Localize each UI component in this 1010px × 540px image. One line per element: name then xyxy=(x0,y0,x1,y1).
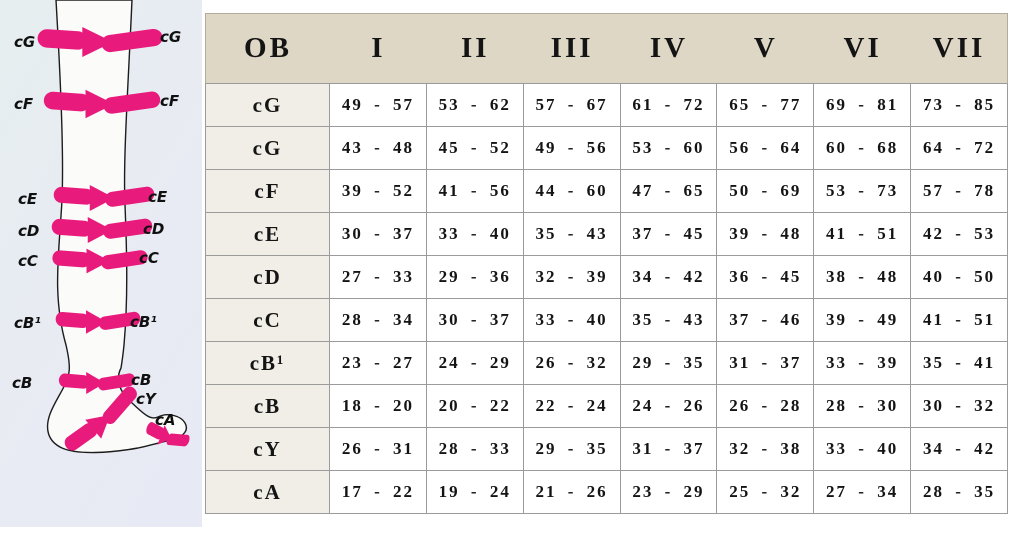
band-label-cd-right: cD xyxy=(143,220,165,238)
size-range-cell: 43 - 48 xyxy=(330,127,427,170)
size-range-cell: 18 - 20 xyxy=(330,385,427,428)
size-range-cell: 40 - 50 xyxy=(911,256,1008,299)
size-range-cell: 41 - 51 xyxy=(911,299,1008,342)
size-range-cell: 61 - 72 xyxy=(621,84,718,127)
row-label: cE xyxy=(205,213,330,256)
band-label-cc-right: cC xyxy=(139,249,159,267)
table-row xyxy=(205,127,1008,170)
size-range-cell: 41 - 51 xyxy=(814,213,911,256)
row-label: cB¹ xyxy=(205,342,330,385)
size-range-cell: 34 - 42 xyxy=(621,256,718,299)
size-range-cell: 42 - 53 xyxy=(911,213,1008,256)
size-range-cell: 30 - 37 xyxy=(427,299,524,342)
size-range-cell: 27 - 33 xyxy=(330,256,427,299)
size-range-cell: 32 - 39 xyxy=(524,256,621,299)
size-range-cell: 45 - 52 xyxy=(427,127,524,170)
column-header: II xyxy=(427,13,524,84)
size-table xyxy=(205,13,1008,514)
size-range-cell: 41 - 56 xyxy=(427,170,524,213)
row-label: cB xyxy=(205,385,330,428)
row-label: cG xyxy=(205,84,330,127)
size-range-cell: 26 - 32 xyxy=(524,342,621,385)
size-range-cell: 44 - 60 xyxy=(524,170,621,213)
size-range-cell: 53 - 62 xyxy=(427,84,524,127)
size-range-cell: 64 - 72 xyxy=(911,127,1008,170)
table-row xyxy=(205,170,1008,213)
size-range-cell: 53 - 73 xyxy=(814,170,911,213)
table-row xyxy=(205,299,1008,342)
corner-header-ob: OB xyxy=(205,13,330,84)
band-label-cg-left: cG xyxy=(14,33,36,51)
size-range-cell: 37 - 45 xyxy=(621,213,718,256)
size-range-cell: 28 - 35 xyxy=(911,471,1008,514)
band-label-cb-right: cB xyxy=(131,371,152,389)
row-label: cG xyxy=(205,127,330,170)
size-range-cell: 60 - 68 xyxy=(814,127,911,170)
column-header: III xyxy=(524,13,621,84)
size-range-cell: 33 - 40 xyxy=(524,299,621,342)
column-header: V xyxy=(717,13,814,84)
column-header: IV xyxy=(621,13,718,84)
size-range-cell: 56 - 64 xyxy=(717,127,814,170)
size-range-cell: 49 - 56 xyxy=(524,127,621,170)
table-row xyxy=(205,256,1008,299)
size-range-cell: 28 - 30 xyxy=(814,385,911,428)
size-range-cell: 35 - 43 xyxy=(524,213,621,256)
row-label: cF xyxy=(205,170,330,213)
size-range-cell: 33 - 40 xyxy=(814,428,911,471)
size-range-cell: 49 - 57 xyxy=(330,84,427,127)
size-range-cell: 38 - 48 xyxy=(814,256,911,299)
size-range-cell: 21 - 26 xyxy=(524,471,621,514)
band-label-cb-left: cB xyxy=(12,374,33,392)
size-range-cell: 57 - 78 xyxy=(911,170,1008,213)
column-header: VII xyxy=(911,13,1008,84)
size-range-cell: 73 - 85 xyxy=(911,84,1008,127)
size-range-cell: 37 - 46 xyxy=(717,299,814,342)
band-label-ce-left: cE xyxy=(18,190,38,208)
size-range-cell: 25 - 32 xyxy=(717,471,814,514)
size-range-cell: 23 - 27 xyxy=(330,342,427,385)
column-header: VI xyxy=(814,13,911,84)
size-range-cell: 39 - 48 xyxy=(717,213,814,256)
size-range-cell: 29 - 35 xyxy=(524,428,621,471)
size-range-cell: 31 - 37 xyxy=(717,342,814,385)
size-range-cell: 32 - 38 xyxy=(717,428,814,471)
size-range-cell: 35 - 41 xyxy=(911,342,1008,385)
size-range-cell: 17 - 22 xyxy=(330,471,427,514)
row-label: cA xyxy=(205,471,330,514)
band-label-cb1-right: cB¹ xyxy=(130,313,157,331)
size-range-cell: 26 - 28 xyxy=(717,385,814,428)
size-range-cell: 65 - 77 xyxy=(717,84,814,127)
table-row xyxy=(205,84,1008,127)
size-range-cell: 27 - 34 xyxy=(814,471,911,514)
band-label-ce-right: cE xyxy=(148,188,168,206)
size-range-cell: 28 - 33 xyxy=(427,428,524,471)
table-row xyxy=(205,342,1008,385)
size-range-cell: 29 - 36 xyxy=(427,256,524,299)
size-range-cell: 39 - 49 xyxy=(814,299,911,342)
table-row xyxy=(205,213,1008,256)
size-range-cell: 31 - 37 xyxy=(621,428,718,471)
size-range-cell: 30 - 32 xyxy=(911,385,1008,428)
size-range-cell: 20 - 22 xyxy=(427,385,524,428)
size-range-cell: 34 - 42 xyxy=(911,428,1008,471)
size-range-cell: 26 - 31 xyxy=(330,428,427,471)
table-row xyxy=(205,385,1008,428)
size-range-cell: 30 - 37 xyxy=(330,213,427,256)
band-label-cy-right: cY xyxy=(136,390,156,408)
size-range-cell: 29 - 35 xyxy=(621,342,718,385)
size-range-cell: 35 - 43 xyxy=(621,299,718,342)
band-label-cd-left: cD xyxy=(18,222,40,240)
size-range-cell: 57 - 67 xyxy=(524,84,621,127)
size-range-cell: 53 - 60 xyxy=(621,127,718,170)
size-range-cell: 23 - 29 xyxy=(621,471,718,514)
row-label: cY xyxy=(205,428,330,471)
size-range-cell: 28 - 34 xyxy=(330,299,427,342)
size-range-cell: 24 - 26 xyxy=(621,385,718,428)
row-label: cC xyxy=(205,299,330,342)
band-label-ca-right: cA xyxy=(155,411,176,429)
table-row xyxy=(205,428,1008,471)
size-range-cell: 33 - 39 xyxy=(814,342,911,385)
size-range-cell: 36 - 45 xyxy=(717,256,814,299)
size-range-cell: 69 - 81 xyxy=(814,84,911,127)
size-range-cell: 47 - 65 xyxy=(621,170,718,213)
table-row xyxy=(205,471,1008,514)
band-label-cg-right: cG xyxy=(160,28,182,46)
row-label: cD xyxy=(205,256,330,299)
band-label-cf-right: cF xyxy=(160,92,180,110)
size-range-cell: 19 - 24 xyxy=(427,471,524,514)
leg-measurement-diagram xyxy=(0,0,202,527)
band-label-cb1-left: cB¹ xyxy=(14,314,41,332)
column-header: I xyxy=(330,13,427,84)
size-range-cell: 22 - 24 xyxy=(524,385,621,428)
leg-diagram-panel xyxy=(0,0,202,527)
size-range-cell: 33 - 40 xyxy=(427,213,524,256)
size-range-cell: 39 - 52 xyxy=(330,170,427,213)
band-label-cf-left: cF xyxy=(14,95,34,113)
size-range-cell: 50 - 69 xyxy=(717,170,814,213)
size-range-cell: 24 - 29 xyxy=(427,342,524,385)
band-label-cc-left: cC xyxy=(18,252,38,270)
